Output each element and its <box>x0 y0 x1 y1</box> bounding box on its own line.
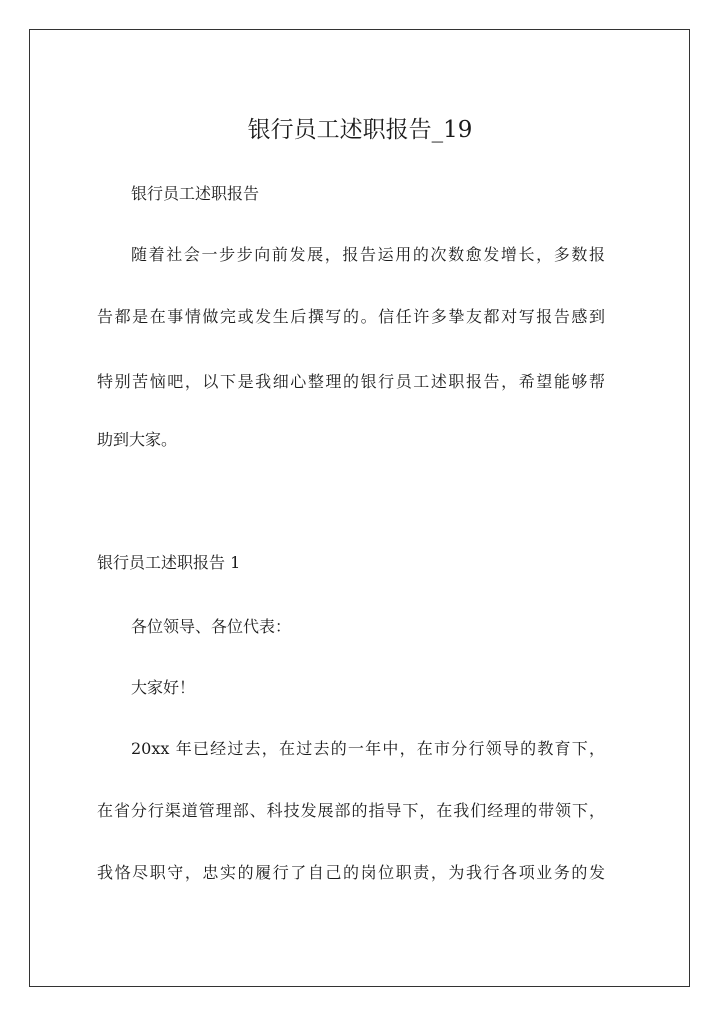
intro-paragraph-line-4: 助到大家。 <box>97 430 178 449</box>
document-title: 银行员工述职报告_19 <box>247 117 473 143</box>
body-paragraph-line-3: 我恪尽职守，忠实的履行了自己的岗位职责，为我行各项业务的发 <box>97 863 605 882</box>
intro-paragraph-line-3: 特别苦恼吧，以下是我细心整理的银行员工述职报告，希望能够帮 <box>97 372 605 391</box>
body-paragraph-line-2: 在省分行渠道管理部、科技发展部的指导下，在我们经理的带领下， <box>97 801 605 820</box>
section-heading: 银行员工述职报告 1 <box>97 553 241 572</box>
intro-paragraph-line-2: 告都是在事情做完或发生后撰写的。信任许多挚友都对写报告感到 <box>97 307 605 326</box>
body-paragraph-line-1: 20xx 年已经过去，在过去的一年中，在市分行领导的教育下， <box>131 739 605 758</box>
greeting: 大家好！ <box>131 678 196 697</box>
salutation: 各位领导、各位代表： <box>131 617 292 636</box>
page-border <box>29 29 690 987</box>
intro-heading: 银行员工述职报告 <box>131 184 260 203</box>
intro-paragraph-line-1: 随着社会一步步向前发展，报告运用的次数愈发增长，多数报 <box>131 245 605 264</box>
